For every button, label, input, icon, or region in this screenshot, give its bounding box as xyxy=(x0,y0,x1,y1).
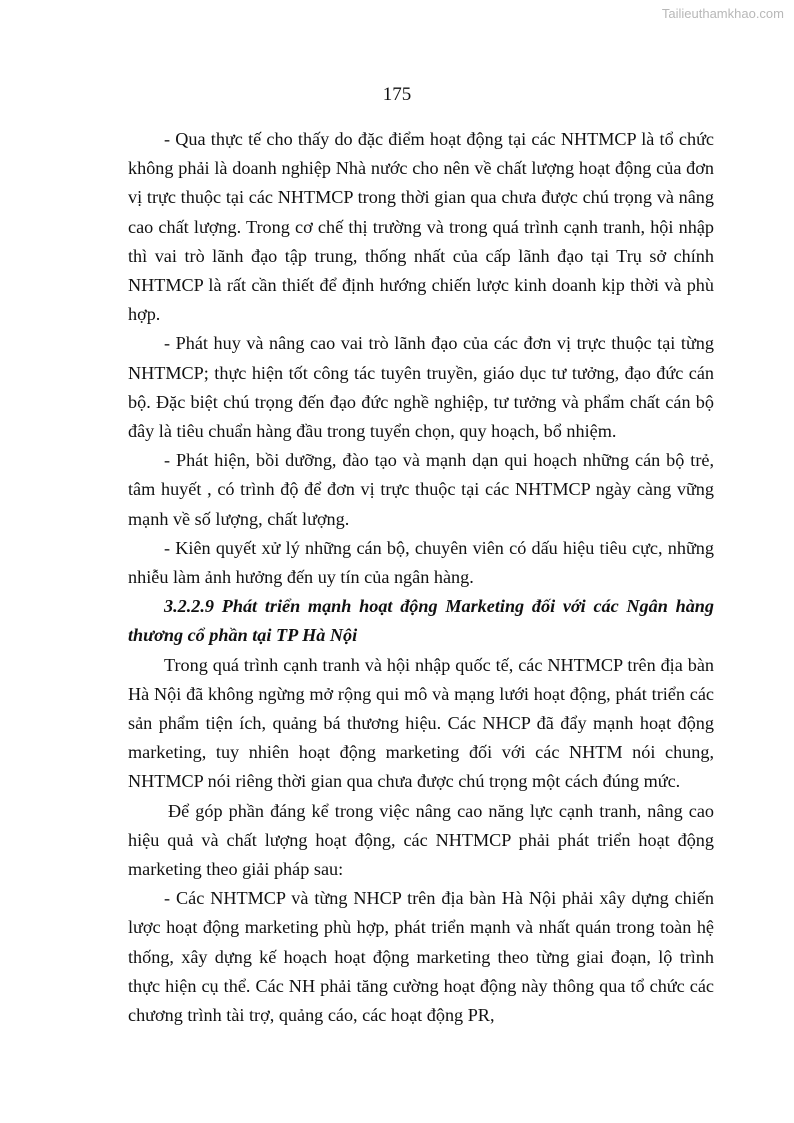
paragraph: - Phát hiện, bồi dưỡng, đào tạo và mạnh dạn qui hoạch những cán bộ trẻ, tâm huyết , có trình độ để đơn vị trực thuộc tại các NHTMCP ngày càng vững mạnh về số lượng, chất lượng. xyxy=(128,450,714,529)
section-heading: 3.2.2.9 Phát triển mạnh hoạt động Marketing đối với các Ngân hàng thương cổ phần tại TP Hà Nội xyxy=(128,596,714,646)
paragraph: - Phát huy và nâng cao vai trò lãnh đạo của các đơn vị trực thuộc tại từng NHTMCP; thực hiện tốt công tác tuyên truyền, giáo dục tư tưởng, đạo đức cán bộ. Đặc biệt chú trọng đến đạo đức nghề nghiệp, tư tưởng và phẩm chất cán bộ đây là tiêu chuẩn hàng đầu trong tuyển chọn, quy hoạch, bổ nhiệm. xyxy=(128,333,714,442)
document-body xyxy=(128,125,714,1030)
paragraph: Trong quá trình cạnh tranh và hội nhập quốc tế, các NHTMCP trên địa bàn Hà Nội đã không ngừng mở rộng qui mô và mạng lưới hoạt động, phát triển các sản phẩm tiện ích, quảng bá thương hiệu. Các NHCP đã đẩy mạnh hoạt động marketing, tuy nhiên hoạt động marketing đối với các NHTM nói chung, NHTMCP nói riêng thời gian qua chưa được chú trọng một cách đúng mức. xyxy=(128,654,714,792)
paragraph: - Các NHTMCP và từng NHCP trên địa bàn Hà Nội phải xây dựng chiến lược hoạt động marketing phù hợp, phát triển mạnh và nhất quán trong toàn hệ thống, xây dựng kế hoạch hoạt động marketing theo từng giai đoạn, lộ trình thực hiện cụ thể. Các NH phải tăng cường hoạt động này thông qua tổ chức các chương trình tài trợ, quảng cáo, các hoạt động PR, xyxy=(128,888,714,1026)
page-number: 175 xyxy=(382,84,412,105)
watermark-text: Tailieuthamkhao.com xyxy=(661,6,784,21)
paragraph: Để góp phần đáng kể trong việc nâng cao năng lực cạnh tranh, nâng cao hiệu quả và chất lượng hoạt động, các NHTMCP phải phát triển hoạt động marketing theo giải pháp sau: xyxy=(128,800,714,880)
paragraph: - Qua thực tế cho thấy do đặc điểm hoạt động tại các NHTMCP là tổ chức không phải là doanh nghiệp Nhà nước cho nên về chất lượng hoạt động của đơn vị trực thuộc tại các NHTMCP trong thời gian qua chưa được chú trọng và nâng cao chất lượng. Trong cơ chế thị trường và trong quá trình cạnh tranh, hội nhập thì vai trò lãnh đạo tập trung, thống nhất của cấp lãnh đạo tại Trụ sở chính NHTMCP là rất cần thiết để định hướng chiến lược kinh doanh kịp thời và phù hợp. xyxy=(128,129,714,325)
paragraph: - Kiên quyết xử lý những cán bộ, chuyên viên có dấu hiệu tiêu cực, những nhiễu làm ảnh hưởng đến uy tín của ngân hàng. xyxy=(128,537,714,588)
